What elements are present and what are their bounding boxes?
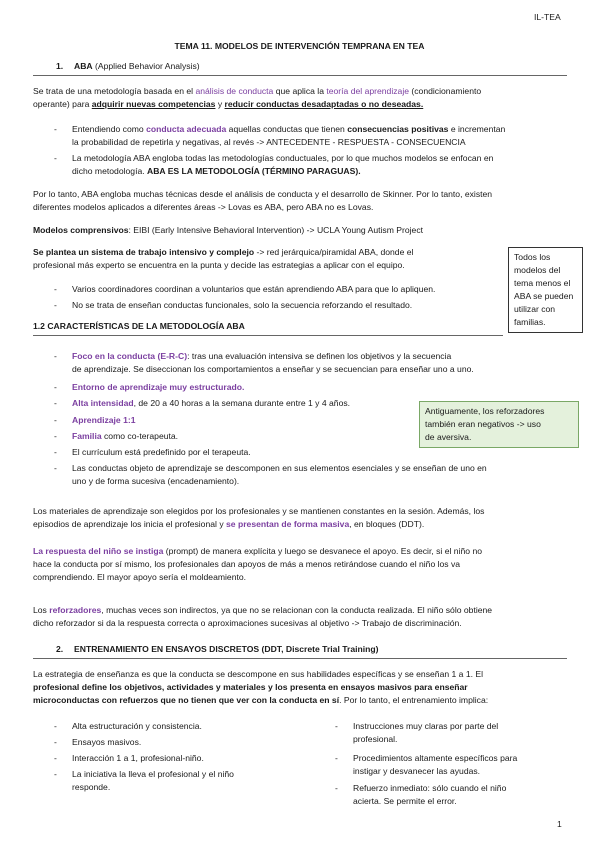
left-list-item: La iniciativa la lleva el profesional y el niño responde. xyxy=(72,769,234,792)
left-list-item: Alta estructuración y consistencia. xyxy=(72,721,202,731)
sec12-bullet-foco: Foco en la conducta (E-R-C): tras una evaluación intensiva se definen los objetivos y la secuencia de aprendizaje. Se diseccionan los comportamientos a enseñar y se secuencian para enseñar uno a uno. xyxy=(72,351,474,374)
bullet-dash: - xyxy=(54,284,57,294)
sec12-bullet-curriculum: El currículum está predefinido por el terapeuta. xyxy=(72,447,251,457)
sec1-paragraph-4: Se plantea un sistema de trabajo intensivo y complejo -> red jerárquica/piramidal ABA, donde el profesional más experto se encuentra en la punta y decide las estrategias a aplicar con el equipo. xyxy=(33,247,414,270)
header-tag: IL-TEA xyxy=(534,12,561,22)
left-list-item: Interacción 1 a 1, profesional-niño. xyxy=(72,753,204,763)
sec12-paragraph-materiales: Los materiales de aprendizaje son elegidos por los profesionales y se mantienen constantes en la sesión. Además, los episodios de aprendizaje los inicia el profesional y se presentan de forma masiva, en bloques (DDT). xyxy=(33,506,485,529)
right-list-item: Instrucciones muy claras por parte del profesional. xyxy=(353,721,499,744)
bullet-dash: - xyxy=(54,721,57,731)
bullet-dash: - xyxy=(335,783,338,793)
bullet-dash: - xyxy=(54,753,57,763)
bullet-dash: - xyxy=(54,300,57,310)
section-1-rule xyxy=(33,75,567,76)
sec1-paragraph-2: Por lo tanto, ABA engloba muchas técnicas desde el análisis de conducta y el desarrollo de Skinner. Por lo tanto, existen diferentes modelos aplicados a diferentes áreas -> Lovas es ABA, pero ABA no es Lovas. xyxy=(33,189,493,212)
sec1-bullet-coordinadores: Varios coordinadores coordinan a voluntarios que están aprendiendo ABA para que lo apliquen. xyxy=(72,284,436,294)
sec2-paragraph: La estrategia de enseñanza es que la conducta se descompone en sus habilidades específicas y se enseñan 1 a 1. El profesional define los objetivos, actividades y materiales y los presenta en ensayos masivos para enseñar microconductas con refuerzos que no tienen que ver con la conducta en sí. Por lo tanto, el entrenamiento implica: xyxy=(33,669,489,705)
green-note-box: Antiguamente, los reforzadores también eran negativos -> uso de aversiva. xyxy=(419,401,579,448)
sec1-paragraph-3: Modelos comprensivos: EIBI (Early Intensive Behavioral Intervention) -> UCLA Young Autism Project xyxy=(33,225,424,235)
side-note-box: Todos los modelos del tema menos el ABA se pueden utilizar con familias. xyxy=(508,247,583,333)
sec1-paragraph-1: Se trata de una metodología basada en el análisis de conducta que aplica la teoría del aprendizaje (condicionamiento operante) para adquirir nuevas competencias y reducir conductas desadaptadas o no deseadas. xyxy=(33,86,482,109)
sec1-bullet-metodologia: La metodología ABA engloba todas las metodologías conductuales, por lo que muchos modelos se enfocan en dicho metodología. ABA ES LA METODOLOGÍA (TÉRMINO PARAGUAS). xyxy=(72,153,494,176)
right-list-item: Refuerzo inmediato: sólo cuando el niño acierta. Se permite el error. xyxy=(353,783,507,806)
sec12-bullet-intensidad: Alta intensidad, de 20 a 40 horas a la semana durante entre 1 y 4 años. xyxy=(72,398,351,408)
sec12-bullet-familia: Familia como co-terapeuta. xyxy=(72,431,179,441)
bullet-dash: - xyxy=(54,769,57,779)
bullet-dash: - xyxy=(54,431,57,441)
sec12-bullet-entorno: Entorno de aprendizaje muy estructurado. xyxy=(72,382,245,392)
sec12-paragraph-reforzadores: Los reforzadores, muchas veces son indirectos, ya que no se relacionan con la conducta realizada. El niño sólo obtiene dicho reforzador si da la respuesta correcta o aproximaciones sucesivas al objetivo -> Trabajo de discriminación. xyxy=(33,605,493,628)
bullet-dash: - xyxy=(54,153,57,163)
sec1-bullet-conductas: No se trata de enseñan conductas funcionales, solo la secuencia reforzando el resultado. xyxy=(72,300,413,310)
section-1-heading: 1. ABA (Applied Behavior Analysis) xyxy=(56,61,200,71)
left-list-item: Ensayos masivos. xyxy=(72,737,142,747)
page-title: TEMA 11. MODELOS DE INTERVENCIÓN TEMPRANA EN TEA xyxy=(174,41,425,51)
right-list-item: Procedimientos altamente específicos para instigar y desvanecer las ayudas. xyxy=(353,753,518,776)
bullet-dash: - xyxy=(54,463,57,473)
sec12-paragraph-respuesta: La respuesta del niño se instiga (prompt) de manera explícita y luego se desvanece el apoyo. Es decir, si el niño no hace la conducta por sí mismo, los profesionales dan apoyos de más a menos retirándose cuando el niño los va comprendiendo. El mayor apoyo sería el moldeamiento. xyxy=(33,546,482,582)
bullet-dash: - xyxy=(54,415,57,425)
sec1-bullet-conducta: Entendiendo como conducta adecuada aquellas conductas que tienen consecuencias positivas e incrementan la probabilidad de repetirla y negativas, al revés -> ANTECEDENTE - RESPUESTA - CONSECUENCIA xyxy=(72,124,506,147)
bullet-dash: - xyxy=(54,124,57,134)
bullet-dash: - xyxy=(335,753,338,763)
sec12-bullet-conductas-objeto: Las conductas objeto de aprendizaje se descomponen en sus elementos esenciales y se enseñan de uno en uno y de forma sucesiva (encadenamiento). xyxy=(72,463,487,486)
bullet-dash: - xyxy=(54,737,57,747)
section-2-heading: 2. ENTRENAMIENTO EN ENSAYOS DISCRETOS (DDT, Discrete Trial Training) xyxy=(56,644,379,654)
section-1-2-rule xyxy=(33,335,503,336)
bullet-dash: - xyxy=(54,351,57,361)
bullet-dash: - xyxy=(335,721,338,731)
page-number: 1 xyxy=(557,819,562,829)
section-2-rule xyxy=(33,658,567,659)
section-1-2-heading: 1.2 CARACTERÍSTICAS DE LA METODOLOGÍA ABA xyxy=(33,321,245,331)
bullet-dash: - xyxy=(54,382,57,392)
bullet-dash: - xyxy=(54,447,57,457)
bullet-dash: - xyxy=(54,398,57,408)
sec12-bullet-aprendizaje: Aprendizaje 1:1 xyxy=(72,415,136,425)
